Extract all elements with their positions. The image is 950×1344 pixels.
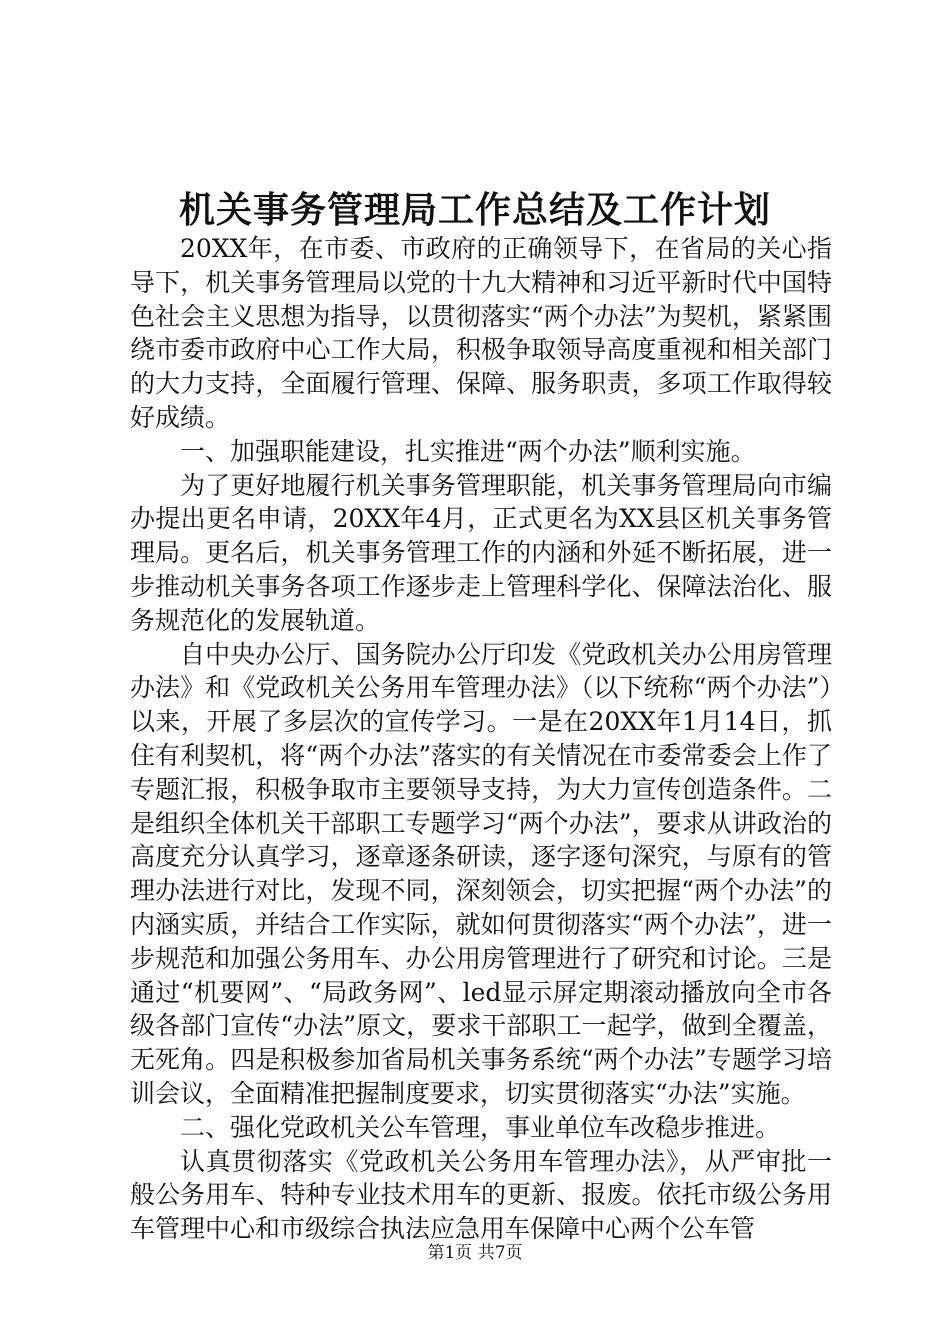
paragraph: 20XX年，在市委、市政府的正确领导下，在省局的关心指导下，机关事务管理局以党的十九大精神和习近平新时代中国特色社会主义思想为指导，以贯彻落实“两个办法”为契机，紧紧围绕市委市政府中心工作大局，积极争取领导高度重视和相关部门的大力支持，全面履行管理、保障、服务职责，多项工作取得较好成绩。: [130, 234, 832, 432]
paragraph: 认真贯彻落实《党政机关公务用车管理办法》，从严审批一般公务用车、特种专业技术用车的更新、报废。依托市级公务用车管理中心和市级综合执法应急用车保障中心两个公车管: [130, 1146, 832, 1244]
document-title: 机关事务管理局工作总结及工作计划: [178, 189, 771, 231]
paragraph: 为了更好地履行机关事务管理职能，机关事务管理局向市编办提出更名申请，20XX年4月，正式更名为XX县区机关事务管理局。更名后，机关事务管理工作的内涵和外延不断拓展，进一步推动机关事务各项工作逐步走上管理科学化、保障法治化、服务规范化的发展轨道。: [130, 470, 832, 635]
section-heading: 一、加强职能建设，扎实推进“两个办法”顺利实施。: [180, 436, 756, 466]
document-body: [130, 232, 832, 1246]
page-number-footer: 第1页 共7页: [427, 1243, 523, 1263]
section-heading: 二、强化党政机关公车管理，事业单位车改稳步推进。: [180, 1112, 781, 1142]
paragraph: 自中央办公厅、国务院办公厅印发《党政机关办公用房管理办法》和《党政机关公务用车管理办法》（以下统称“两个办法”）以来，开展了多层次的宣传学习。一是在20XX年1月14日，抓住有利契机，将“两个办法”落实的有关情况在市委常委会上作了专题汇报，积极争取市主要领导支持，为大力宣传创造条件。二是组织全体机关干部职工专题学习“两个办法”，要求从讲政治的高度充分认真学习，逐章逐条研读，逐字逐句深究，与原有的管理办法进行对比，发现不同，深刻领会，切实把握“两个办法”的内涵实质，并结合工作实际，就如何贯彻落实“两个办法”，进一步规范和加强公务用车、办公用房管理进行了研究和讨论。三是通过“机要网”、“局政务网”、led显示屏定期滚动播放向全市各级各部门宣传“办法”原文，要求干部职工一起学，做到全覆盖，无死角。四是积极参加省局机关事务系统“两个办法”专题学习培训会议，全面精准把握制度要求，切实贯彻落实“办法”实施。: [130, 639, 832, 1108]
